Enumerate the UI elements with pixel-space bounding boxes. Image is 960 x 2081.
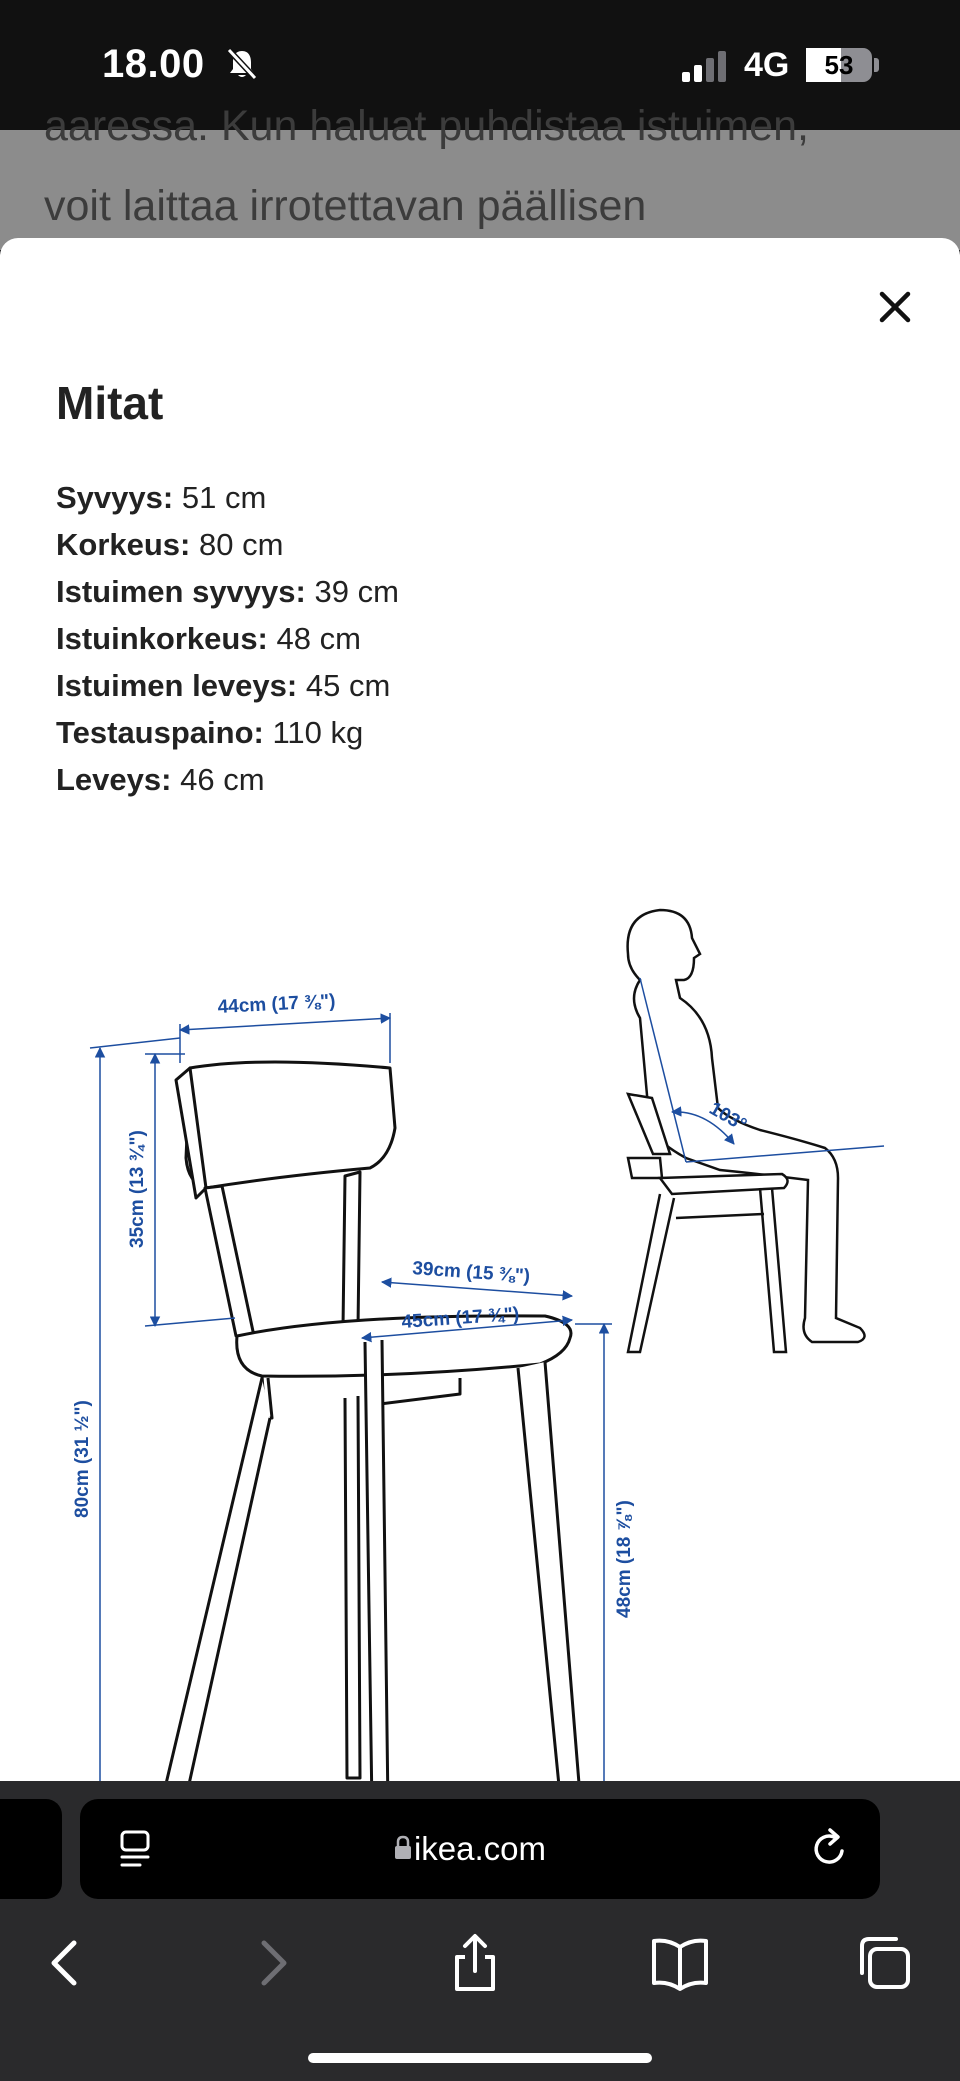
dimension-row <box>56 568 399 615</box>
dimension-value: 51 cm <box>181 480 267 515</box>
dimension-label: Leveys: <box>56 762 172 797</box>
dimension-label: Istuinkorkeus: <box>56 621 268 656</box>
dimension-value: 110 kg <box>272 715 364 750</box>
battery-icon <box>806 48 872 82</box>
page-menu-icon[interactable] <box>118 1829 154 1869</box>
backrest-width-label: 44cm (17 ⅜") <box>217 990 336 1018</box>
sheet-title: Mitat <box>56 377 164 429</box>
chair-dimension-diagram <box>0 858 960 1788</box>
lock-icon <box>393 1835 413 1861</box>
dimension-value: 80 cm <box>199 527 284 562</box>
dimension-row <box>56 662 399 709</box>
status-time: 18.00 <box>102 42 205 86</box>
back-icon[interactable] <box>34 1931 98 1995</box>
dimension-label: Istuimen leveys: <box>56 668 298 703</box>
network-type: 4G <box>744 46 790 84</box>
previous-tab-preview[interactable] <box>0 1799 62 1899</box>
tabs-icon[interactable] <box>852 1931 916 1995</box>
dimension-row <box>56 615 399 662</box>
background-line-1: aaressa. Kun haluat puhdistaa istuimen, <box>44 102 809 150</box>
reload-icon[interactable] <box>810 1827 850 1871</box>
dimension-value: 48 cm <box>276 621 361 656</box>
cellular-signal-icon <box>680 50 730 82</box>
bookmarks-icon[interactable] <box>648 1931 712 1995</box>
battery-tip <box>874 58 879 72</box>
seat-width-label: 45cm (17 ¾") <box>400 1303 520 1333</box>
share-icon[interactable] <box>443 1931 507 1995</box>
dimension-label: Testauspaino: <box>56 715 264 750</box>
url-text[interactable]: ikea.com <box>413 1830 547 1867</box>
chair-front-view <box>152 1062 580 1843</box>
battery-percent: 53 <box>824 50 854 80</box>
dimension-row <box>56 709 399 756</box>
seat-height-label: 48cm (18 ⅞") <box>614 1500 635 1618</box>
total-height-label: 80cm (31 ½") <box>72 1400 93 1518</box>
backrest-height-label: 35cm (13 ¾") <box>127 1130 148 1248</box>
dimension-value: 45 cm <box>305 668 391 703</box>
dimension-row <box>56 521 399 568</box>
dimension-row <box>56 756 399 803</box>
dimension-label: Istuimen syvyys: <box>56 574 306 609</box>
silent-bell-icon <box>224 46 260 82</box>
close-icon[interactable] <box>872 284 918 330</box>
dimensions-sheet <box>0 238 960 1781</box>
address-bar[interactable] <box>80 1799 880 1899</box>
dimension-label: Syvyys: <box>56 480 174 515</box>
browser-toolbar <box>0 1781 960 2081</box>
background-line-2: voit laittaa irrotettavan päällisen <box>44 182 647 230</box>
dimension-row <box>56 474 399 521</box>
forward-icon[interactable] <box>240 1931 304 1995</box>
background-page-text <box>0 102 960 250</box>
recline-angle-label: 103° <box>705 1098 751 1136</box>
seat-depth-label: 39cm (15 ⅜") <box>411 1258 531 1288</box>
dimensions-list <box>56 474 399 803</box>
dimension-label: Korkeus: <box>56 527 191 562</box>
seated-person-illustration <box>628 910 865 1352</box>
dimension-value: 46 cm <box>180 762 265 797</box>
home-indicator <box>308 2053 652 2063</box>
dimension-value: 39 cm <box>314 574 399 609</box>
